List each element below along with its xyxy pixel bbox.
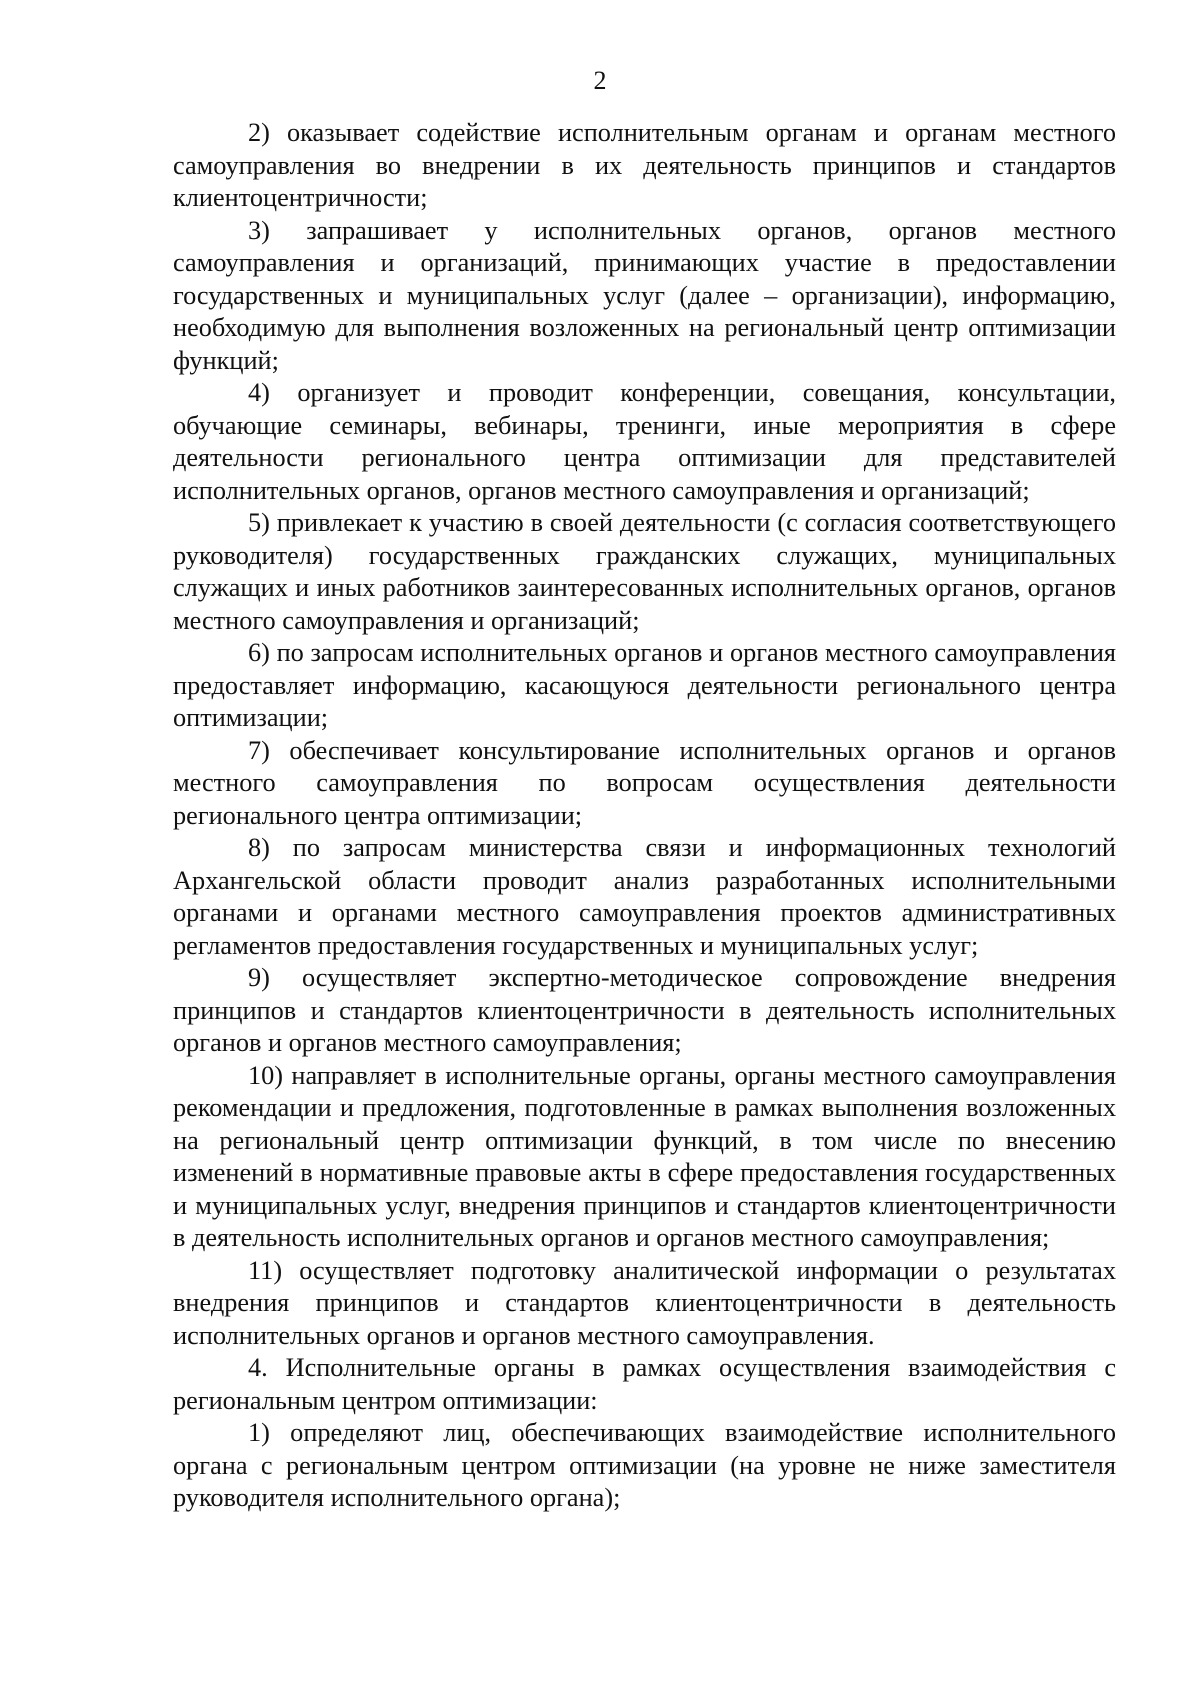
paragraph-item-9: 9) осуществляет экспертно-методическое сопровождение внедрения принципов и стандартов клиентоцентричности в деятельность исполнительных органов и органов местного самоуправления; [173, 963, 1116, 1057]
section-4-intro: 4. Исполнительные органы в рамках осуществления взаимодействия с региональным центром оптимизации: [173, 1353, 1116, 1415]
section-4-item-1: 1) определяют лиц, обеспечивающих взаимодействие исполнительного органа с региональным центром оптимизации (на уровне не ниже заместителя руководителя исполнительного органа); [173, 1418, 1116, 1512]
paragraph-item-2: 2) оказывает содействие исполнительным органам и органам местного самоуправления во внедрении в их деятельность принципов и стандартов клиентоцентричности; [173, 118, 1116, 212]
paragraph-item-8: 8) по запросам министерства связи и информационных технологий Архангельской области проводит анализ разработанных исполнительными органами и органами местного самоуправления проектов административных регламентов предоставления государственных и муниципальных услуг; [173, 833, 1116, 960]
paragraph-item-3: 3) запрашивает у исполнительных органов, органов местного самоуправления и организаций, принимающих участие в предоставлении государственных и муниципальных услуг (далее – организации), информацию, необходимую для выполнения возложенных на региональный центр оптимизации функций; [173, 215, 1116, 375]
page-number: 2 [593, 66, 607, 95]
paragraph-item-6: 6) по запросам исполнительных органов и органов местного самоуправления предоставляет информацию, касающуюся деятельности регионального центра оптимизации; [173, 638, 1116, 732]
paragraph-item-10: 10) направляет в исполнительные органы, органы местного самоуправления рекомендации и предложения, подготовленные в рамках выполнения возложенных на региональный центр оптимизации функций, в том числе по внесению изменений в нормативные правовые акты в сфере предоставления государственных и муниципальных услуг, внедрения принципов и стандартов клиентоцентричности в деятельность исполнительных органов и органов местного самоуправления; [173, 1060, 1116, 1252]
paragraph-item-5: 5) привлекает к участию в своей деятельности (с согласия соответствующего руководителя) государственных гражданских служащих, муниципальных служащих и иных работников заинтересованных исполнительных органов, органов местного самоуправления и организаций; [173, 508, 1116, 635]
paragraph-item-4: 4) организует и проводит конференции, совещания, консультации, обучающие семинары, вебинары, тренинги, иные мероприятия в сфере деятельности регионального центра оптимизации для представителей исполнительных органов, органов местного самоуправления и организаций; [173, 378, 1116, 505]
document-body [173, 117, 1116, 1515]
paragraph-item-7: 7) обеспечивает консультирование исполнительных органов и органов местного самоуправления по вопросам осуществления деятельности регионального центра оптимизации; [173, 735, 1116, 830]
paragraph-item-11: 11) осуществляет подготовку аналитической информации о результатах внедрения принципов и стандартов клиентоцентричности в деятельность исполнительных органов и органов местного самоуправления. [173, 1255, 1116, 1350]
